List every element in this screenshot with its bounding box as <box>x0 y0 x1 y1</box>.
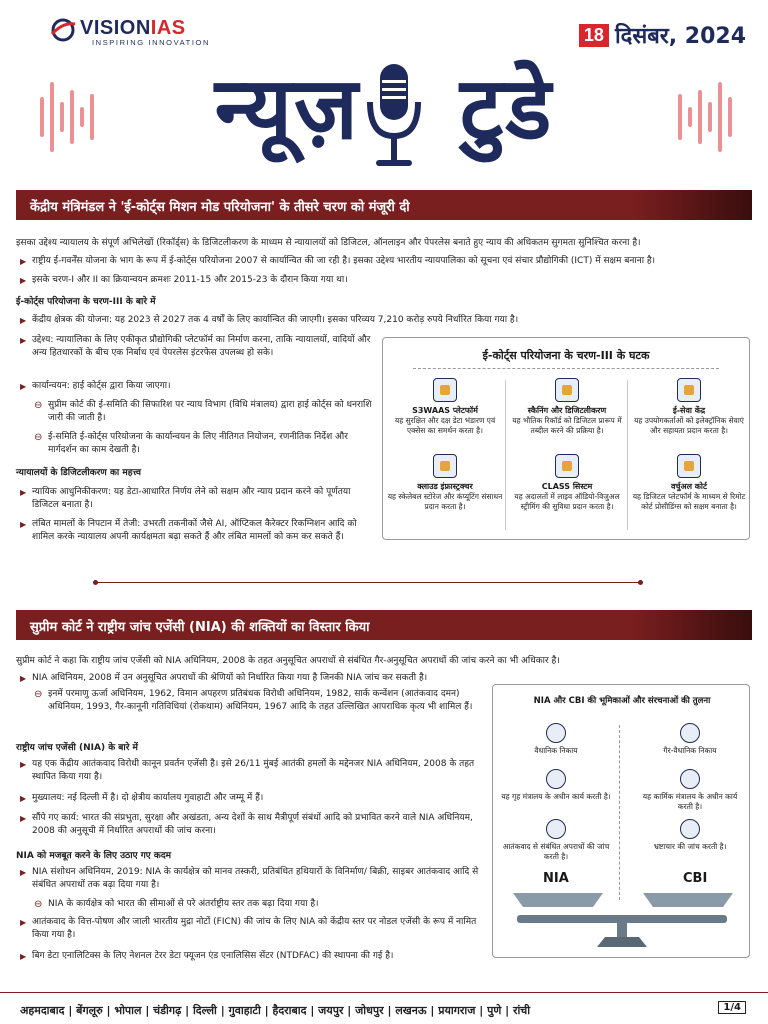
logo-tagline: INSPIRING INNOVATION <box>92 38 210 47</box>
logo-accent: IAS <box>150 17 186 39</box>
component-title: स्कैनिंग और डिजिटलीकरण <box>527 406 607 415</box>
article1-sub-bullet-2: ⊖ ई-समिति ई-कोर्ट्स परियोजना के कार्यान्वयन के लिए नीतिगत नियोजन, रणनीतिक निर्देश और मार्गदर्शन का काम देखती है। <box>34 431 374 457</box>
article1-bullet-6: ▶ न्यायिक आधुनिकीकरण: यह डेटा-आधारित निर्णय लेने को सक्षम और न्याय प्रदान करने को पूर्णतया डिजिटल बनाता है। <box>20 486 372 512</box>
masthead <box>0 52 768 182</box>
article2-headline-text: सुप्रीम कोर्ट ने राष्ट्रीय जांच एजेंसी (NIA) की शक्तियों का विस्तार किया <box>30 620 370 635</box>
article2-bullet-5: ▶ NIA संशोधन अधिनियम, 2019: NIA के कार्यक्षेत्र को मानव तस्करी, प्रतिबंधित हथियारों के विनिर्माण/ बिक्री, साइबर आतंकवाद आदि से संबंधित अपराधों तक बढ़ा दिया गया है। <box>20 866 486 892</box>
component-class <box>509 454 625 511</box>
article2-bullet-3: ▶ मुख्यालय: नई दिल्ली में है। दो क्षेत्रीय कार्यालय गुवाहाटी और जम्मू में हैं। <box>20 792 486 805</box>
component-desc: यह उपयोगकर्ताओं को इलेक्ट्रॉनिक सेवाएं और सहायता प्रदान करता है। <box>634 416 744 435</box>
date-month-year: दिसंबर, 2024 <box>614 24 746 49</box>
cbi-role-3 <box>635 819 745 852</box>
investigator-icon <box>546 819 566 839</box>
article1-bullet-1: ▶ राष्ट्रीय ई-गवर्नेंस योजना के भाग के रूप में ई-कोर्ट्स परियोजना 2007 से कार्यान्वित की जा रही है। इसका उद्देश्य भारतीय न्यायपालिका को सूचना एवं संचार प्रौद्योगिकी (ICT) में सक्षम बनाना है। <box>20 255 752 268</box>
cbi-role-1 <box>635 723 745 756</box>
article1-headline <box>16 190 752 220</box>
article2-bullet-2: ▶ यह एक केंद्रीय आतंकवाद विरोधी कानून प्रवर्तन एजेंसी है। इसे 26/11 मुंबई आतंकी हमलों के मद्देनजर NIA अधिनियम, 2008 के तहत स्थापित किया गया है। <box>20 758 486 784</box>
cloud-server-icon <box>433 454 457 478</box>
component-eseva <box>631 378 747 435</box>
nia-cbi-comparison-box <box>492 684 750 958</box>
microphone-icon <box>364 58 424 178</box>
ministry-building-icon <box>680 769 700 789</box>
ministry-building-icon <box>546 769 566 789</box>
article2-subheading-2: NIA को मजबूत करने के लिए उठाए गए कदम <box>16 851 171 861</box>
ecourts-box-title: ई-कोर्ट्स परियोजना के चरण-III के घटक <box>383 348 749 363</box>
article2-bullet-4: ▶ सौंपे गए कार्य: भारत की संप्रभुता, सुरक्षा और अखंडता, अन्य देशों के साथ मैत्रीपूर्ण संबंधों आदि को प्रभावित करने वाले NIA अधिनियम, 2008 की अनुसूची में निर्धारित अपराधों की जांच करना। <box>20 812 486 838</box>
cbi-role-text: भ्रष्टाचार की जांच करती है। <box>653 842 727 851</box>
page-number: 1/4 <box>718 1001 746 1014</box>
component-desc: यह सुरक्षित और दक्ष डेटा भंडारण एवं एक्सेस का समर्थन करता है। <box>394 416 496 435</box>
ecourts-components-box <box>382 337 750 540</box>
nia-label: NIA <box>543 871 569 886</box>
article2-bullet-1: ▶ NIA अधिनियम, 2008 में उन अनुसूचित अपराधों की श्रेणियों को निर्धारित किया गया है जिनकी NIA जांच कर सकती है। <box>20 672 486 685</box>
balance-scale-icon <box>503 885 741 955</box>
article1-bullet-3: ▶ केंद्रीय क्षेत्रक की योजना: यह 2023 से 2027 तक 4 वर्षों के लिए कार्यान्वित की जाएगी। इसका परिव्यय 7,210 करोड़ रुपये निर्धारित किया गया है। <box>20 314 752 327</box>
virtual-court-icon <box>677 454 701 478</box>
cbi-role-2 <box>635 769 745 811</box>
component-desc: यह अदालतों में लाइव ऑडियो-विजुअल स्ट्रीमिंग की सुविधा प्रदान करता है। <box>514 492 620 511</box>
scanner-icon <box>555 378 579 402</box>
scales-icon <box>546 723 566 743</box>
logo-brand: VISION <box>80 17 151 39</box>
article1-bullet-7: ▶ लंबित मामलों के निपटान में तेजी: उभरती तकनीकों जैसे AI, ऑप्टिकल कैरेक्टर रिकग्निशन आदि को शामिल करके न्यायालय अपनी कार्यक्षमता बढ़ा सकते हैं और लंबित मामलों को कम कर सकते हैं। <box>20 518 372 544</box>
article2-bullet-6: ▶ आतंकवाद के वित्त-पोषण और जाली भारतीय मुद्रा नोटों (FICN) की जांच के लिए NIA को केंद्रीय स्तर पर नोडल एजेंसी के रूप में नामित किया गया है। <box>20 916 486 942</box>
article1-subheading-1: ई-कोर्ट्स परियोजना के चरण-III के बारे में <box>16 297 156 307</box>
nia-role-text: आतंकवाद से संबंधित अपराधों की जांच करती है। <box>502 842 610 861</box>
article2-sub-bullet-2: ⊖ NIA के कार्यक्षेत्र को भारत की सीमाओं से परे अंतर्राष्ट्रीय स्तर तक बढ़ा दिया गया है। <box>34 898 486 911</box>
section-divider <box>96 582 640 583</box>
component-virtual-court <box>631 454 747 511</box>
article2-intro: सुप्रीम कोर्ट ने कहा कि राष्ट्रीय जांच एजेंसी को NIA अधिनियम, 2008 के तहत अनुसूचित अपराधों से संबंधित गैर-अनुसूचित अपराधों की जांच करने का भी अधिकार है। <box>16 656 560 666</box>
component-s3waas <box>387 378 503 435</box>
logo-text <box>80 18 186 38</box>
top-bar <box>0 0 768 52</box>
article2-headline <box>16 610 752 640</box>
date-day: 18 <box>579 24 609 47</box>
component-cloud <box>387 454 503 511</box>
footer <box>0 992 768 1024</box>
nia-role-text: वैधानिक निकाय <box>534 746 578 755</box>
masthead-left: न्यूज़ <box>214 59 360 159</box>
article2-sub-bullet-1: ⊖ इनमें परमाणु ऊर्जा अधिनियम, 1962, विमान अपहरण प्रतिबंधक विरोधी अधिनियम, 1982, सार्क कन्वेंशन (आतंकवाद दमन) अधिनियम, 1993, गैर-कानूनी गतिविधियां (रोकथाम) अधिनियम, 1967 आदि के तहत उल्लिखित आपराधिक कृत्य भी शामिल हैं। <box>34 688 486 714</box>
masthead-right: टुडे <box>459 59 554 159</box>
scales-icon <box>680 723 700 743</box>
component-title: क्लाउड इंफ्रास्ट्रक्चर <box>417 482 473 491</box>
cbi-label: CBI <box>683 871 708 886</box>
component-title: CLASS सिस्टम <box>541 482 593 491</box>
comparison-title: NIA और CBI की भूमिकाओं और संरचनाओं की तुलना <box>533 696 711 706</box>
component-desc: यह डिजिटल प्लेटफॉर्म के माध्यम से रिमोट कोर्ट प्रोसीडिंग्स को सक्षम बनाता है। <box>632 492 746 511</box>
cbi-role-text: गैर-वैधानिक निकाय <box>663 746 717 755</box>
nia-role-2 <box>501 769 611 802</box>
article2-subheading-1: राष्ट्रीय जांच एजेंसी (NIA) के बारे में <box>16 743 138 753</box>
component-scanning <box>509 378 625 435</box>
cbi-role-text: यह कार्मिक मंत्रालय के अधीन कार्य करती है। <box>642 792 738 811</box>
component-desc: यह स्केलेबल स्टोरेज और कंप्यूटिंग संसाधन प्रदान करता है। <box>387 492 503 511</box>
article1-headline-text: केंद्रीय मंत्रिमंडल ने 'ई-कोर्ट्स मिशन मोड परियोजना' के तीसरे चरण को मंजूरी दी <box>30 200 410 215</box>
article1-subheading-2: न्यायालयों के डिजिटलीकरण का महत्त्व <box>16 468 141 478</box>
video-play-icon <box>555 454 579 478</box>
article1-sub-bullet-1: ⊖ सुप्रीम कोर्ट की ई-समिति की सिफारिश पर न्याय विभाग (विधि मंत्रालय) द्वारा हाई कोर्ट्स को धनराशि जारी की जाती है। <box>34 399 374 425</box>
article1-bullet-2: ▶ इसके चरण-I और II का क्रियान्वयन क्रमशः 2011-15 और 2015-23 के दौरान किया गया था। <box>20 274 752 287</box>
nia-role-3 <box>501 819 611 861</box>
component-title: S3WAAS प्लेटफॉर्म <box>412 406 478 415</box>
component-desc: यह भौतिक रिकॉर्ड को डिजिटल प्रारूप में तब्दील करने की प्रक्रिया है। <box>512 416 622 435</box>
article1-bullet-4: ▶ उद्देश्य: न्यायालिका के लिए एकीकृत प्रौद्योगिकी प्लेटफॉर्म का निर्माण करना, ताकि न्यायालयों, वादियों और अन्य हितधारकों के बीच एक निर्बाध एवं पेपरलेस इंटरफेस उपलब्ध हो सके। <box>20 334 372 360</box>
article1-intro: इसका उद्देश्य न्यायालय के संपूर्ण अभिलेखों (रिकॉर्ड्स) के डिजिटलीकरण के माध्यम से न्यायालयों को डिजिटल, ऑनलाइन और पेपरलेस बनाते हुए न्याय की अधिकतम सुगमता सुनिश्चित करना है। <box>16 238 641 248</box>
money-bag-icon <box>680 819 700 839</box>
database-icon <box>433 378 457 402</box>
footer-cities: अहमदाबाद | बेंगलूरु | भोपाल | चंडीगढ़ | दिल्ली | गुवाहाटी | हैदराबाद | जयपुर | जोधपुर | लखनऊ | प्रयागराज | पुणे | रांची <box>20 1004 531 1017</box>
nia-role-text: यह गृह मंत्रालय के अधीन कार्य करती है। <box>501 792 611 801</box>
service-gear-icon <box>677 378 701 402</box>
component-title: ई-सेवा केंद्र <box>672 406 706 415</box>
logo-swoosh-icon <box>50 18 76 42</box>
article2-bullet-7: ▶ बिग डेटा एनालिटिक्स के लिए नेशनल टेरर डेटा फ्यूजन एंड एनालिसिस सेंटर (NTDFAC) की स्थापना की गई है। <box>20 950 486 963</box>
nia-role-1 <box>501 723 611 756</box>
article1-bullet-5: ▶ कार्यान्वयन: हाई कोर्ट्स द्वारा किया जाएगा। <box>20 380 372 393</box>
issue-date <box>579 20 746 50</box>
component-title: वर्चुअल कोर्ट <box>670 482 708 491</box>
